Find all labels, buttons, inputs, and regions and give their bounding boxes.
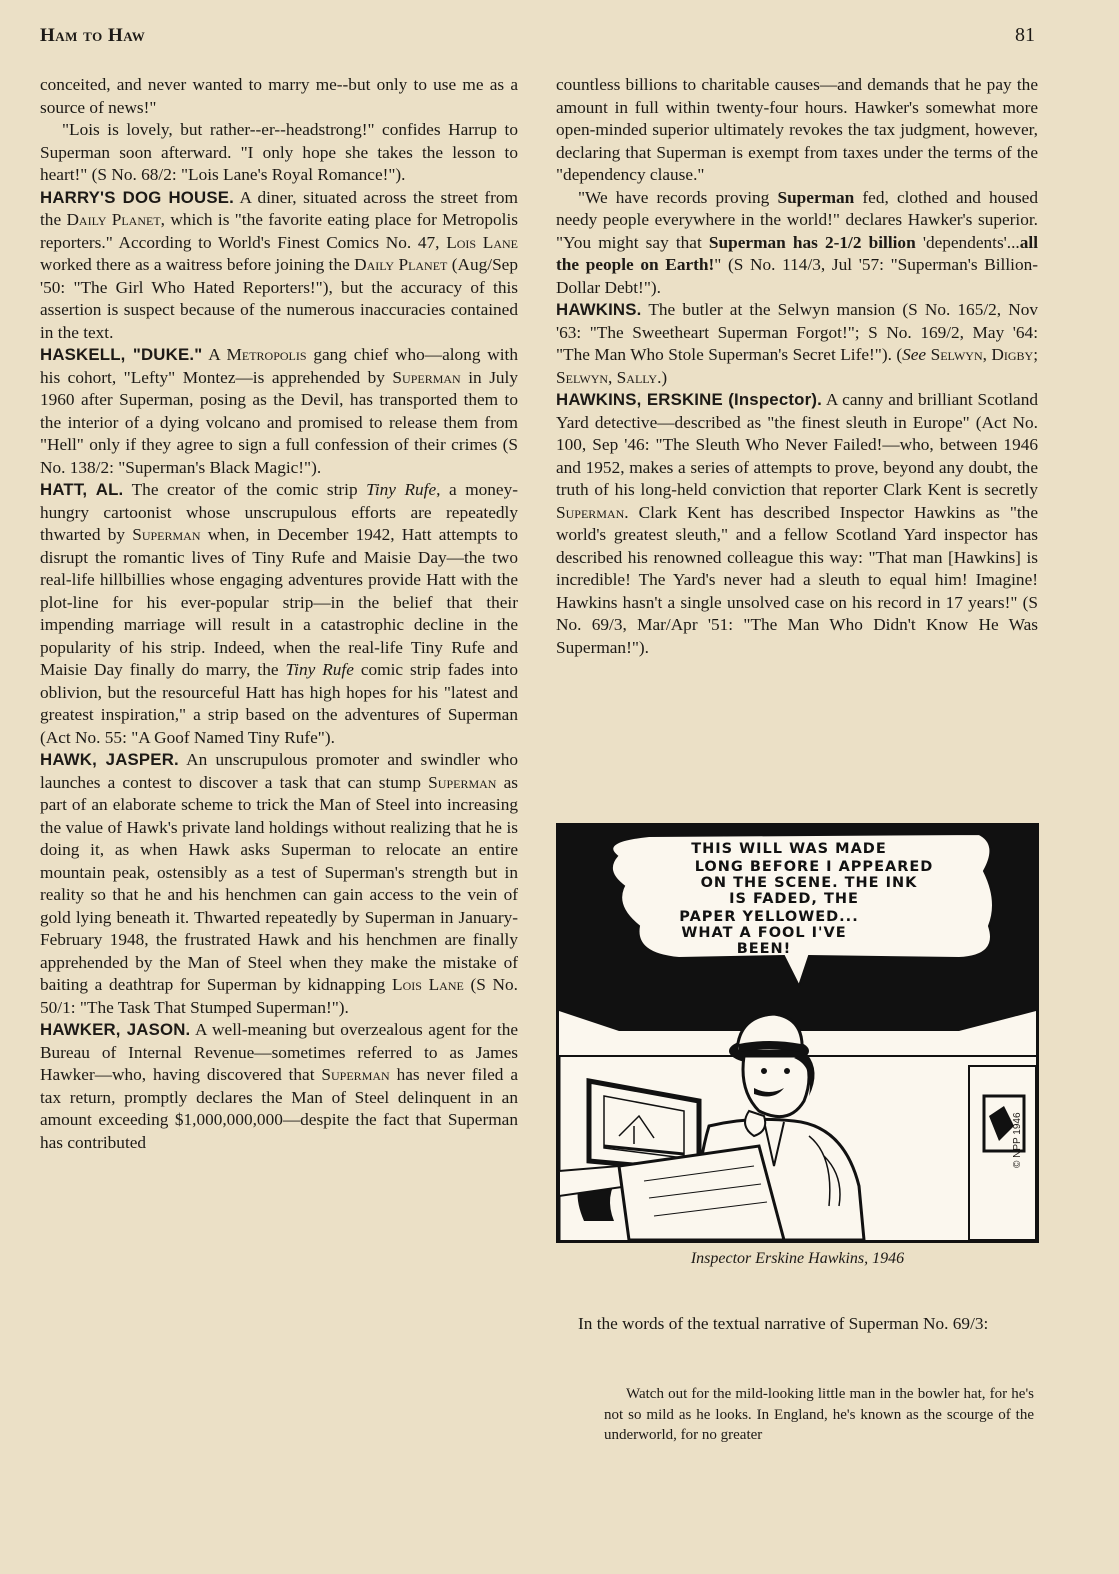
narrative-intro	[556, 1313, 1038, 1336]
entry-headword: HAWKINS, ERSKINE (Inspector).	[556, 390, 822, 409]
entry-headword: HAWKER, JASON.	[40, 1020, 191, 1039]
entry-haskell-duke: HASKELL, "DUKE." A Metropolis gang chief who—along with his cohort, "Lefty" Montez—is apprehended by Superman in July 1960 after Superman, posing as the Devil, has transported them to the interior of a dying volcano and promised to release them from "Hell" only if they agree to sign a full confession of their crimes (S No. 138/2: "Superman's Black Magic!").	[40, 345, 518, 477]
entry-headword: HASKELL, "DUKE."	[40, 345, 203, 364]
comic-panel-illustration	[559, 826, 1036, 1240]
left-column	[40, 74, 518, 1154]
running-title: Ham to Haw	[40, 25, 146, 46]
balloon-line: PAPER YELLOWED...	[679, 909, 859, 925]
running-head	[40, 24, 1035, 47]
balloon-line: BEEN!	[736, 941, 792, 957]
paragraph: conceited, and never wanted to marry me--but only to use me as a source of news!"	[40, 75, 518, 117]
entry-headword: HATT, AL.	[40, 480, 124, 499]
entry-hatt-al: HATT, AL. The creator of the comic strip Tiny Rufe, a money-hungry cartoonist whose unscrupulous efforts are repeatedly thwarted by Superman when, in December 1942, Hatt attempts to disrupt the romantic lives of Tiny Rufe and Maisie Day—the two real-life hillbillies whose engaging adventures provide Hatt with the plot-line for his ever-popular strip—in the belief that their impending marriage will result in a catastrophic decline in the popularity of his strip. Indeed, when the real-life Tiny Rufe and Maisie Day finally do marry, the Tiny Rufe comic strip fades into oblivion, but the resourceful Hatt has high hopes for his "latest and greatest inspiration," a strip based on the adventures of Superman (Act No. 55: "A Goof Named Tiny Rufe").	[40, 480, 519, 747]
right-column	[556, 74, 1038, 659]
balloon-line: LONG BEFORE I APPEARED	[694, 859, 934, 875]
paragraph: In the words of the textual narrative of Superman No. 69/3:	[578, 1314, 989, 1333]
comic-panel	[556, 823, 1039, 1243]
entry-hawkins-erskine: HAWKINS, ERSKINE (Inspector). A canny and brilliant Scotland Yard detective—described as "the finest sleuth in Europe" (Act No. 100, Sep '46: "The Sleuth Who Never Failed!—who, between 1946 and 1952, makes a series of attempts to prove, beyond any doubt, the truth of his long-held conviction that reporter Clark Kent is secretly Superman. Clark Kent has described Inspector Hawkins as "the world's greatest sleuth," and a fellow Scotland Yard inspector has described his renowned colleague this way: "That man [Hawkins] is incredible! The Yard's never had a sleuth to equal him! Imagine! Hawkins hasn't a single unsolved case on his record in 17 years!" (S No. 69/3, Mar/Apr '51: "The Man Who Didn't Know He Was Superman!").	[556, 390, 1039, 657]
page-number: 81	[1015, 24, 1035, 46]
entry-headword: HAWKINS.	[556, 300, 642, 319]
quote-text: Watch out for the mild-looking little man in the bowler hat, for he's not so mild as he looks. In England, he's known as the scourge of the underworld, for no greater	[604, 1386, 1034, 1443]
figure-caption: Inspector Erskine Hawkins, 1946	[690, 1250, 905, 1267]
entry-hawkins: HAWKINS. The butler at the Selwyn mansion (S No. 165/2, Nov '63: "The Sweetheart Superman Forgot!"; S No. 169/2, May '64: "The Man Who Stole Superman's Secret Life!"). (See Selwyn, Digby; Selwyn, Sally.)	[556, 300, 1039, 387]
block-quote	[604, 1384, 1034, 1446]
paragraph: "We have records proving Superman fed, clothed and housed needy people everywhere in the world!" declares Hawker's superior. "You might say that Superman has 2-1/2 billion 'dependents'...all the people on Earth!" (S No. 114/3, Jul '57: "Superman's Billion-Dollar Debt!").	[556, 187, 1039, 297]
entry-headword: HAWK, JASPER.	[40, 750, 179, 769]
entry-hawker-jason: HAWKER, JASON. A well-meaning but overzealous agent for the Bureau of Internal Revenue—sometimes referred to as James Hawker—who, having discovered that Superman has never filed a tax return, promptly declares the Man of Steel delinquent in an amount exceeding $1,000,000,000—despite the fact that Superman has contributed	[40, 1020, 519, 1152]
balloon-line: WHAT A FOOL I'VE	[681, 925, 847, 941]
paragraph: countless billions to charitable causes—and demands that he pay the amount in full within twenty-four hours. Hawker's somewhat more open-minded superior ultimately revokes the tax judgment, however, declaring that Superman is exempt from taxes under the terms of the "dependency clause."	[556, 75, 1038, 184]
entry-harrys-dog-house: HARRY'S DOG HOUSE. A diner, situated across the street from the Daily Planet, which is "the favorite eating place for Metropolis reporters." According to World's Finest Comics No. 47, Lois Lane worked there as a waitress before joining the Daily Planet (Aug/Sep '50: "The Girl Who Hated Reporters!"), but the accuracy of this assertion is suspect because of the numerous inaccuracies contained in the text.	[40, 187, 518, 342]
balloon-line: ON THE SCENE. THE INK	[700, 875, 918, 891]
paragraph: "Lois is lovely, but rather--er--headstrong!" confides Harrup to Superman soon afterward. "I only hope she takes the lesson to heart!" (S No. 68/2: "Lois Lane's Royal Romance!").	[40, 120, 518, 184]
balloon-line: THIS WILL WAS MADE	[691, 841, 887, 857]
entry-headword: HARRY'S DOG HOUSE.	[40, 187, 234, 207]
balloon-line: IS FADED, THE	[729, 891, 859, 907]
entry-hawk-jasper: HAWK, JASPER. An unscrupulous promoter and swindler who launches a contest to discover a task that can stump Superman as part of an elaborate scheme to trick the Man of Steel into increasing the value of Hawk's private land holdings without realizing that he is doing it, as when Hawk asks Superman to relocate an entire mountain peak, ostensibly as a test of Superman's strength but in reality so that he and his henchmen can gain access to the vein of gold lying beneath it. Thwarted repeatedly by Superman in January-February 1948, the frustrated Hawk and his henchmen are finally apprehended by the Man of Steel when they make the mistake of baiting a deathtrap for Superman by kidnapping Lois Lane (S No. 50/1: "The Task That Stumped Superman!").	[40, 750, 519, 1017]
copyright-notice: © NPP 1946	[1012, 1112, 1023, 1168]
